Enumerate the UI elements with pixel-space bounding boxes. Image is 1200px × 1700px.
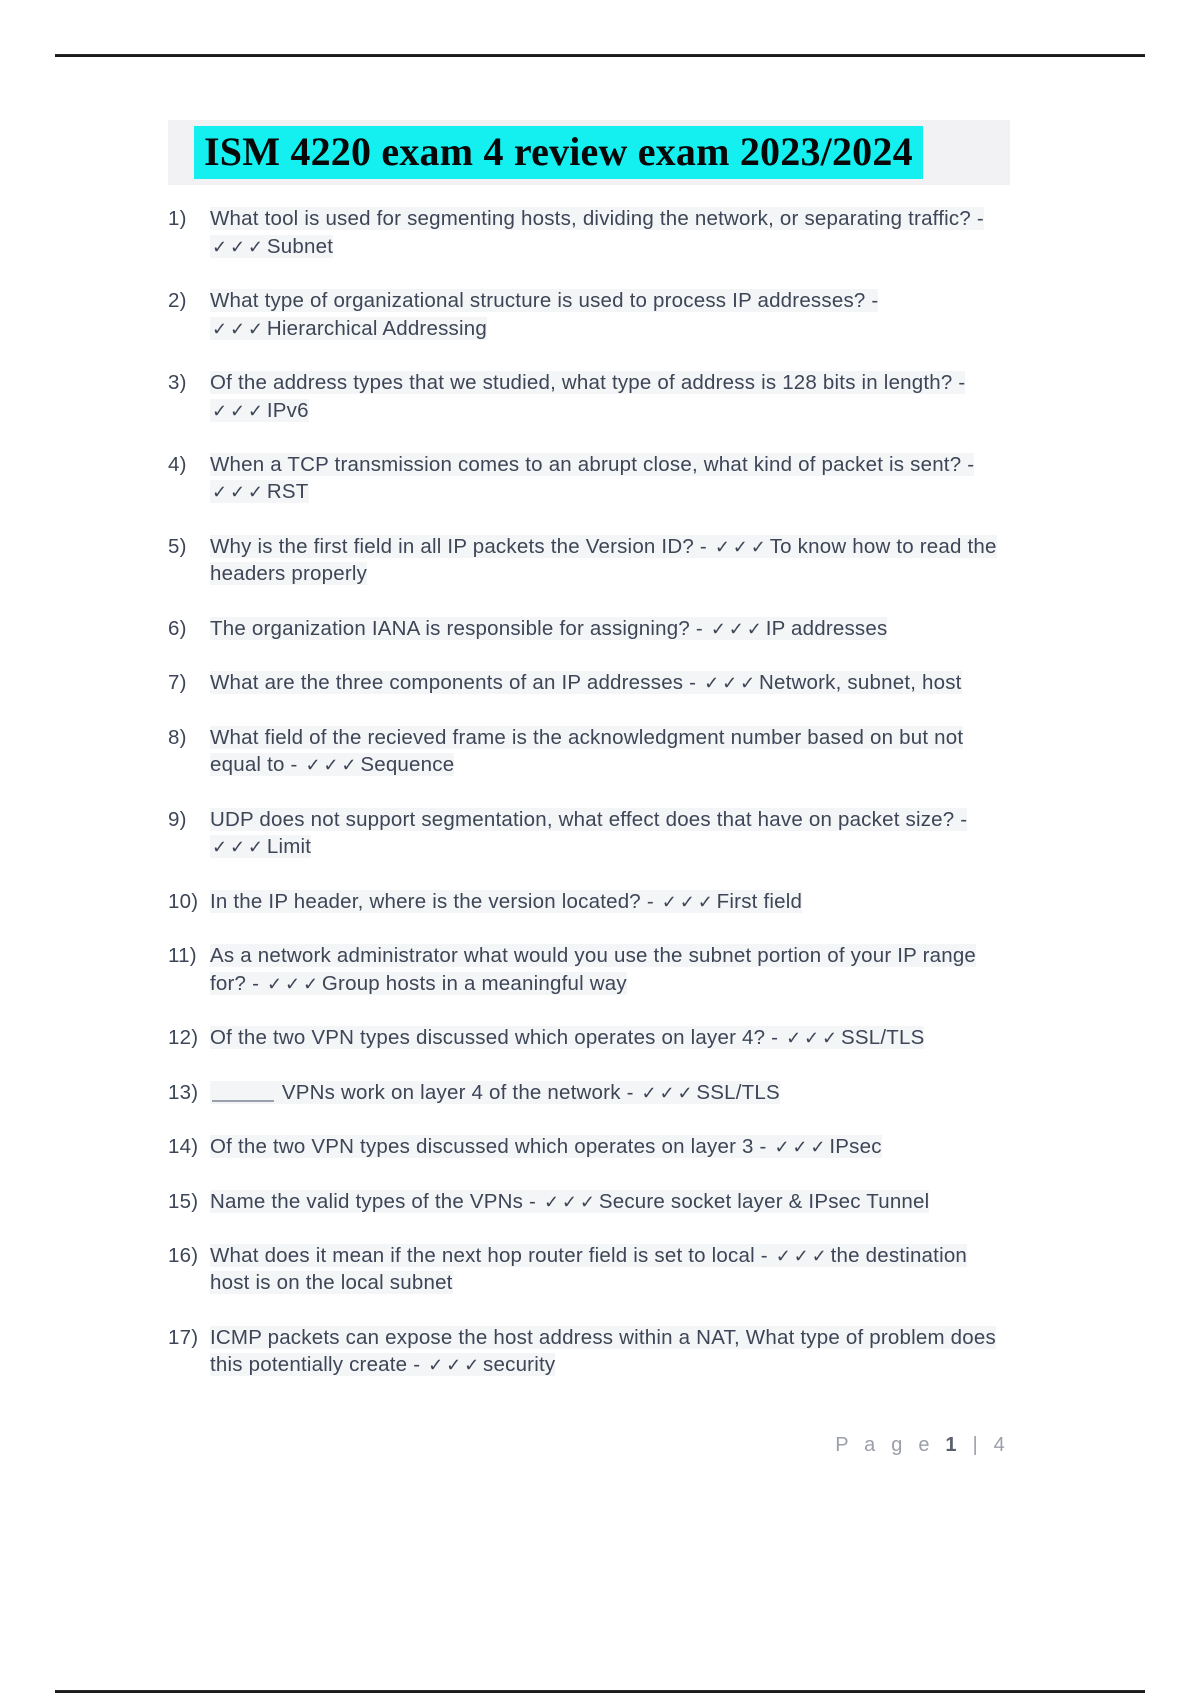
document-body bbox=[168, 120, 1010, 1406]
checkmarks-icon: ✓✓✓ bbox=[775, 1245, 830, 1266]
answer-text: Secure socket layer & IPsec Tunnel bbox=[598, 1189, 930, 1213]
question-text: What field of the recieved frame is the acknowledgment number based on but not equal to bbox=[210, 725, 964, 777]
page-bottom-rule bbox=[55, 1690, 1145, 1693]
answer-separator: - bbox=[967, 453, 975, 476]
checkmarks-icon: ✓✓✓ bbox=[212, 236, 266, 257]
question-text: What type of organizational structure is used to process IP addresses? bbox=[210, 289, 866, 313]
question-body bbox=[210, 1190, 929, 1213]
checkmarks-icon: ✓✓✓ bbox=[710, 618, 765, 639]
question-body bbox=[210, 535, 997, 585]
checkmarks-icon: ✓✓✓ bbox=[212, 837, 266, 858]
question-text: Of the address types that we studied, what type of address is 128 bits in length? bbox=[210, 371, 953, 395]
question-body bbox=[210, 671, 962, 694]
answer-separator: - bbox=[771, 1026, 779, 1050]
answer-text: Network, subnet, host bbox=[759, 671, 962, 695]
question-number: 11) bbox=[168, 944, 197, 968]
question-body bbox=[210, 944, 976, 994]
answer-text: First field bbox=[716, 889, 803, 913]
checkmarks-icon: ✓✓✓ bbox=[661, 891, 716, 912]
question-body bbox=[210, 726, 963, 776]
answer-text: Limit bbox=[266, 835, 312, 859]
question-text: What are the three components of an IP addresses bbox=[210, 671, 684, 695]
question-text: As a network administrator what would you use the subnet portion of your IP range for? bbox=[210, 944, 977, 995]
answer-separator: - bbox=[626, 1080, 634, 1104]
question-item bbox=[168, 806, 1010, 861]
question-item bbox=[168, 1079, 1010, 1106]
question-body bbox=[210, 371, 965, 421]
question-number: 15) bbox=[168, 1189, 199, 1213]
page-title: ISM 4220 exam 4 review exam 2023/2024 bbox=[194, 126, 923, 179]
question-body bbox=[210, 207, 984, 257]
question-number: 6) bbox=[168, 616, 187, 640]
question-body bbox=[210, 1081, 780, 1104]
question-text: What tool is used for segmenting hosts, dividing the network, or separating traffic? bbox=[210, 207, 971, 231]
answer-separator: - bbox=[976, 207, 984, 231]
answer-text: IP addresses bbox=[765, 616, 888, 640]
question-item bbox=[168, 1188, 1010, 1215]
answer-separator: - bbox=[699, 534, 707, 558]
question-item bbox=[168, 942, 1010, 997]
question-item bbox=[168, 669, 1010, 696]
footer-total-pages: 4 bbox=[993, 1434, 1010, 1456]
question-text: In the IP header, where is the version located? bbox=[210, 889, 641, 913]
question-body bbox=[210, 1244, 967, 1294]
question-number: 5) bbox=[168, 534, 187, 558]
checkmarks-icon: ✓✓✓ bbox=[786, 1028, 840, 1049]
checkmarks-icon: ✓✓✓ bbox=[305, 755, 360, 776]
answer-separator: - bbox=[871, 289, 879, 313]
question-number: 17) bbox=[168, 1325, 199, 1349]
answer-text: IPsec bbox=[829, 1135, 882, 1159]
question-number: 1) bbox=[168, 207, 187, 231]
page-footer bbox=[168, 1434, 1010, 1457]
footer-page-label: P a g e bbox=[835, 1434, 935, 1456]
question-number: 8) bbox=[168, 725, 187, 749]
answer-text: Sequence bbox=[360, 753, 455, 777]
answer-separator: - bbox=[413, 1353, 421, 1377]
question-text: What does it mean if the next hop router field is set to local bbox=[210, 1243, 755, 1267]
question-item bbox=[168, 205, 1010, 260]
question-item bbox=[168, 724, 1010, 779]
question-number: 12) bbox=[168, 1026, 199, 1050]
answer-separator: - bbox=[695, 616, 703, 640]
question-text: Of the two VPN types discussed which operates on layer 4? bbox=[210, 1026, 766, 1050]
question-body bbox=[210, 1326, 996, 1376]
answer-text: Subnet bbox=[266, 234, 334, 258]
answer-separator: - bbox=[960, 807, 968, 831]
checkmarks-icon: ✓✓✓ bbox=[543, 1191, 598, 1212]
answer-separator: - bbox=[689, 671, 697, 695]
question-item bbox=[168, 1133, 1010, 1160]
question-body bbox=[210, 890, 802, 913]
document-title-band bbox=[168, 120, 1010, 185]
answer-separator: - bbox=[646, 889, 654, 913]
question-number: 2) bbox=[168, 289, 187, 313]
question-body bbox=[210, 617, 887, 640]
fill-in-blank bbox=[212, 1100, 274, 1102]
answer-text: security bbox=[483, 1353, 556, 1377]
answer-text: SSL/TLS bbox=[840, 1026, 925, 1050]
question-text: ICMP packets can expose the host address within a NAT, What type of problem does this potentially create bbox=[210, 1325, 996, 1377]
answer-text: To know how to read the headers properly bbox=[210, 534, 997, 586]
checkmarks-icon: ✓✓✓ bbox=[267, 973, 321, 994]
question-text: VPNs work on layer 4 of the network bbox=[281, 1080, 621, 1104]
question-text: Why is the first field in all IP packets the Version ID? bbox=[210, 534, 694, 558]
answer-separator: - bbox=[528, 1189, 537, 1213]
checkmarks-icon: ✓✓✓ bbox=[714, 536, 769, 557]
answer-separator: - bbox=[290, 753, 298, 777]
answer-text: Hierarchical Addressing bbox=[266, 316, 487, 340]
question-number: 16) bbox=[168, 1243, 199, 1267]
page-top-rule bbox=[55, 54, 1145, 57]
answer-text: RST bbox=[266, 480, 309, 504]
checkmarks-icon: ✓✓✓ bbox=[212, 400, 266, 421]
question-number: 7) bbox=[168, 671, 187, 695]
footer-divider: | bbox=[972, 1434, 983, 1456]
question-item bbox=[168, 888, 1010, 915]
question-item bbox=[168, 287, 1010, 342]
question-number: 10) bbox=[168, 889, 199, 913]
question-text: UDP does not support segmentation, what effect does that have on packet size? bbox=[210, 807, 955, 831]
question-body bbox=[210, 1026, 924, 1049]
question-item bbox=[168, 1242, 1010, 1297]
question-text: The organization IANA is responsible for assigning? bbox=[210, 616, 690, 640]
checkmarks-icon: ✓✓✓ bbox=[212, 318, 266, 339]
question-body bbox=[210, 808, 967, 858]
footer-page-number: 1 bbox=[945, 1434, 962, 1456]
question-number: 13) bbox=[168, 1080, 199, 1104]
question-item bbox=[168, 1024, 1010, 1051]
checkmarks-icon: ✓✓✓ bbox=[641, 1082, 696, 1103]
question-list bbox=[168, 205, 1010, 1379]
question-item bbox=[168, 369, 1010, 424]
question-body bbox=[210, 453, 974, 503]
question-item bbox=[168, 451, 1010, 506]
question-number: 14) bbox=[168, 1135, 199, 1159]
question-number: 3) bbox=[168, 371, 187, 395]
answer-separator: - bbox=[759, 1135, 767, 1159]
question-text: Name the valid types of the VPNs bbox=[210, 1189, 524, 1213]
checkmarks-icon: ✓✓✓ bbox=[704, 673, 759, 694]
answer-text: SSL/TLS bbox=[696, 1080, 780, 1104]
question-item bbox=[168, 615, 1010, 642]
question-body bbox=[210, 1135, 882, 1158]
answer-separator: - bbox=[760, 1243, 768, 1267]
answer-text: the destination host is on the local subnet bbox=[210, 1243, 968, 1295]
answer-text: IPv6 bbox=[266, 398, 309, 422]
answer-text: Group hosts in a meaningful way bbox=[321, 971, 627, 995]
question-item bbox=[168, 533, 1010, 588]
question-number: 4) bbox=[168, 453, 187, 476]
question-text: When a TCP transmission comes to an abrupt close, what kind of packet is sent? bbox=[210, 453, 962, 476]
checkmarks-icon: ✓✓✓ bbox=[774, 1137, 829, 1158]
question-body bbox=[210, 289, 878, 339]
question-text: Of the two VPN types discussed which operates on layer 3 bbox=[210, 1135, 754, 1159]
checkmarks-icon: ✓✓✓ bbox=[428, 1355, 483, 1376]
answer-separator: - bbox=[958, 371, 966, 395]
checkmarks-icon: ✓✓✓ bbox=[212, 482, 266, 503]
question-number: 9) bbox=[168, 807, 187, 831]
answer-separator: - bbox=[252, 971, 260, 995]
question-item bbox=[168, 1324, 1010, 1379]
